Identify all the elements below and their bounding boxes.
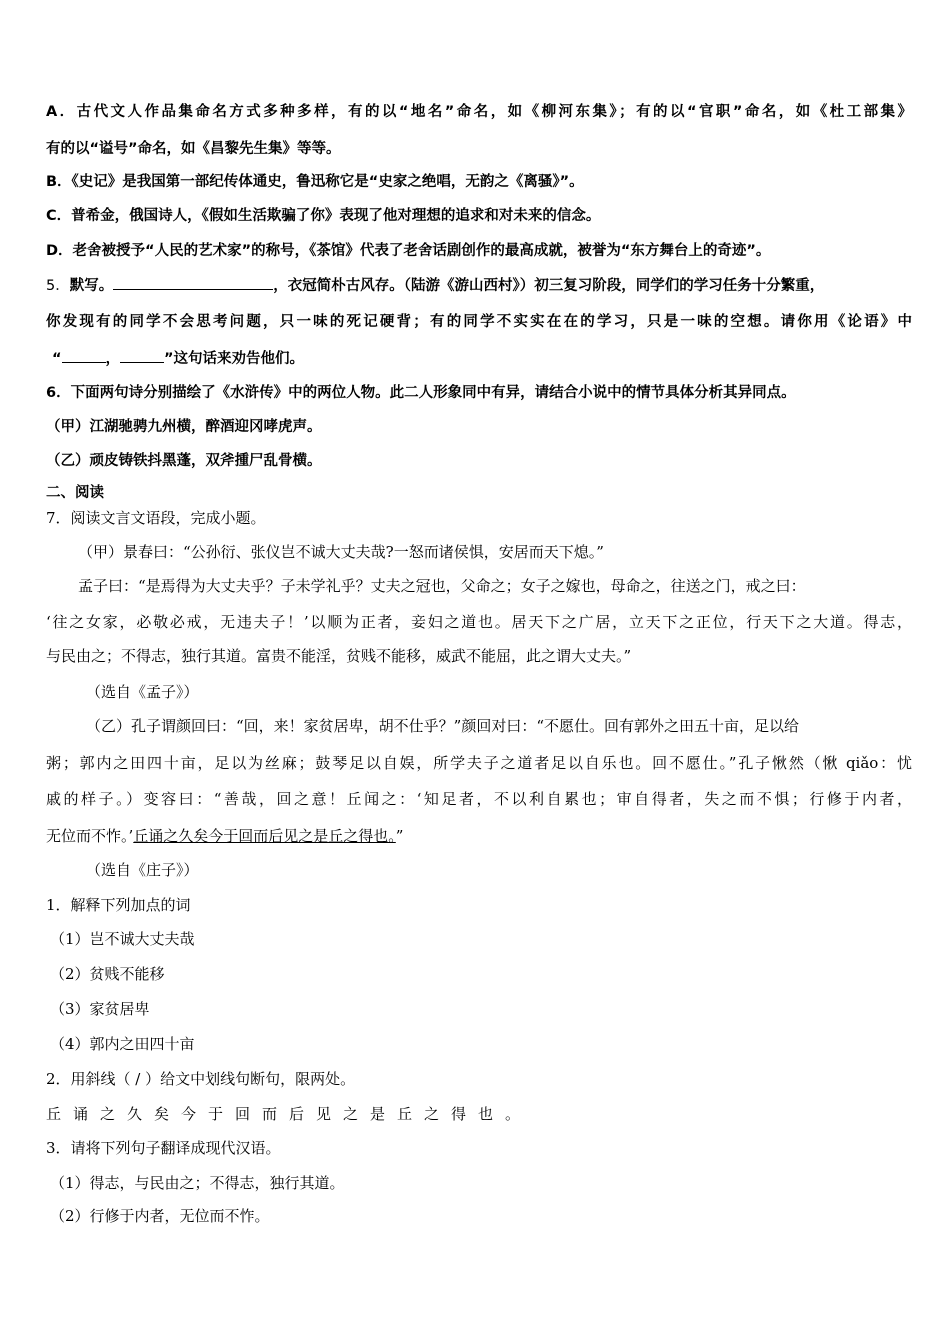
source-zhuangzi: （选自《庄子》） — [86, 861, 199, 879]
q5-comma: ， — [105, 351, 121, 367]
subquestion-2: 2．用斜线（ / ）给文中划线句断句，限两处。 — [46, 1070, 356, 1088]
subquestion-1: 1．解释下列加点的词 — [46, 896, 191, 914]
passage-yi-line4 — [46, 826, 403, 846]
question-7-prompt: 7．阅读文言文语段，完成小题。 — [46, 509, 266, 527]
option-a-line1: A．古代文人作品集命名方式多种多样，有的以“地名”命名，如《柳河东集》；有的以“官职”命名，如《杜工部集》 — [46, 104, 912, 120]
subquestion-1-item: （2）贫贱不能移 — [50, 965, 165, 983]
poem-yi: （乙）顽皮铸铁抖黑蓬，双斧揰尸乱骨横。 — [46, 453, 322, 469]
subquestion-3-item: （1）得志，与民由之；不得志，独行其道。 — [50, 1174, 345, 1192]
subquestion-3: 3．请将下列句子翻译成现代汉语。 — [46, 1139, 281, 1157]
option-b: B．《史记》是我国第一部纪传体通史，鲁迅称它是“史家之绝唱，无韵之《离骚》”。 — [46, 174, 584, 190]
subquestion-1-item: （1）岂不诚大丈夫哉 — [50, 930, 195, 948]
q5-text: ，衣冠简朴古风存。（陆游《游山西村》）初三复习阶段，同学们的学习任务十分繁重， — [273, 278, 825, 294]
question-5-line3 — [52, 348, 304, 369]
subquestion-3-item: （2）行修于内者，无位而不怍。 — [50, 1207, 270, 1225]
question-number: 5． — [46, 278, 70, 294]
passage-text: 无位而不怍。’ — [46, 827, 134, 845]
q5-lead: 默写。 — [69, 278, 114, 294]
poem-jia: （甲）江湖驰骋九州横，醉酒迎冈哮虎声。 — [46, 419, 322, 435]
passage-yi-line3: 戚的样子。）变容曰：“善哉，回之意！丘闻之：‘知足者，不以利自累也；审自得者，失之而不惧；行修于内者， — [46, 790, 912, 808]
passage-yi-line1: （乙）孔子谓颜回曰：“回，来！家贫居卑，胡不仕乎？”颜回对曰：“不愿仕。回有郭外之田五十亩，足以给 — [86, 717, 800, 735]
subquestion-1-item: （3）家贫居卑 — [50, 1000, 150, 1018]
fill-blank[interactable] — [113, 275, 273, 290]
closing-quote: ” — [395, 827, 404, 845]
passage-jia-line3: ‘往之女家，必敬必戒，无违夫子！’以顺为正者，妾妇之道也。居天下之广居，立天下之正位，行天下之大道。得志， — [46, 613, 912, 631]
question-5-line1 — [46, 275, 824, 296]
section-heading: 二、阅读 — [46, 485, 104, 501]
q5-close: ”这句话来劝告他们。 — [164, 351, 305, 367]
fill-blank[interactable] — [62, 348, 106, 363]
question-6-prompt: 6．下面两句诗分别描绘了《水浒传》中的两位人物。此二人形象同中有异，请结合小说中的情节具体分析其异同点。 — [46, 385, 796, 401]
question-5-line2: 你发现有的同学不会思考问题，只一味的死记硬背；有的同学不实实在在的学习，只是一味的空想。请你用《论语》中 — [46, 314, 912, 330]
option-d: D．老舍被授予“人民的艺术家”的称号，《茶馆》代表了老舍话剧创作的最高成就，被誉为“东方舞台上的奇迹”。 — [46, 243, 771, 259]
source-mencius: （选自《孟子》） — [86, 683, 199, 701]
passage-jia-line1: （甲）景春曰：“公孙衍、张仪岂不诚大丈夫哉?一怒而诸侯惧，安居而天下熄。” — [78, 543, 604, 561]
option-a-line2: 有的以“谥号”命名，如《昌黎先生集》等等。 — [46, 141, 341, 157]
passage-jia-line2: 孟子曰：“是焉得为大丈夫乎？子未学礼乎？丈夫之冠也，父命之；女子之嫁也，母命之，往送之门，戒之曰： — [78, 577, 806, 595]
q5-quote: “ — [52, 351, 62, 367]
subquestion-1-item: （4）郭内之田四十亩 — [50, 1035, 195, 1053]
fill-blank[interactable] — [120, 348, 164, 363]
subquestion-2-text: 丘诵之久矣今于回而后见之是丘之得也。 — [46, 1105, 533, 1123]
option-c: C．普希金，俄国诗人，《假如生活欺骗了你》表现了他对理想的追求和对未来的信念。 — [46, 208, 601, 224]
passage-yi-line2: 粥；郭内之田四十亩，足以为丝麻；鼓琴足以自娱，所学夫子之道者足以自乐也。回不愿仕。”孔子愀然（愀 qiǎo：忧 — [46, 754, 912, 772]
passage-jia-line4: 与民由之；不得志，独行其道。富贵不能淫，贫贱不能移，威武不能屈，此之谓大丈夫。” — [46, 647, 632, 665]
underlined-sentence: 丘诵之久矣今于回而后见之是丘之得也。 — [133, 827, 396, 845]
